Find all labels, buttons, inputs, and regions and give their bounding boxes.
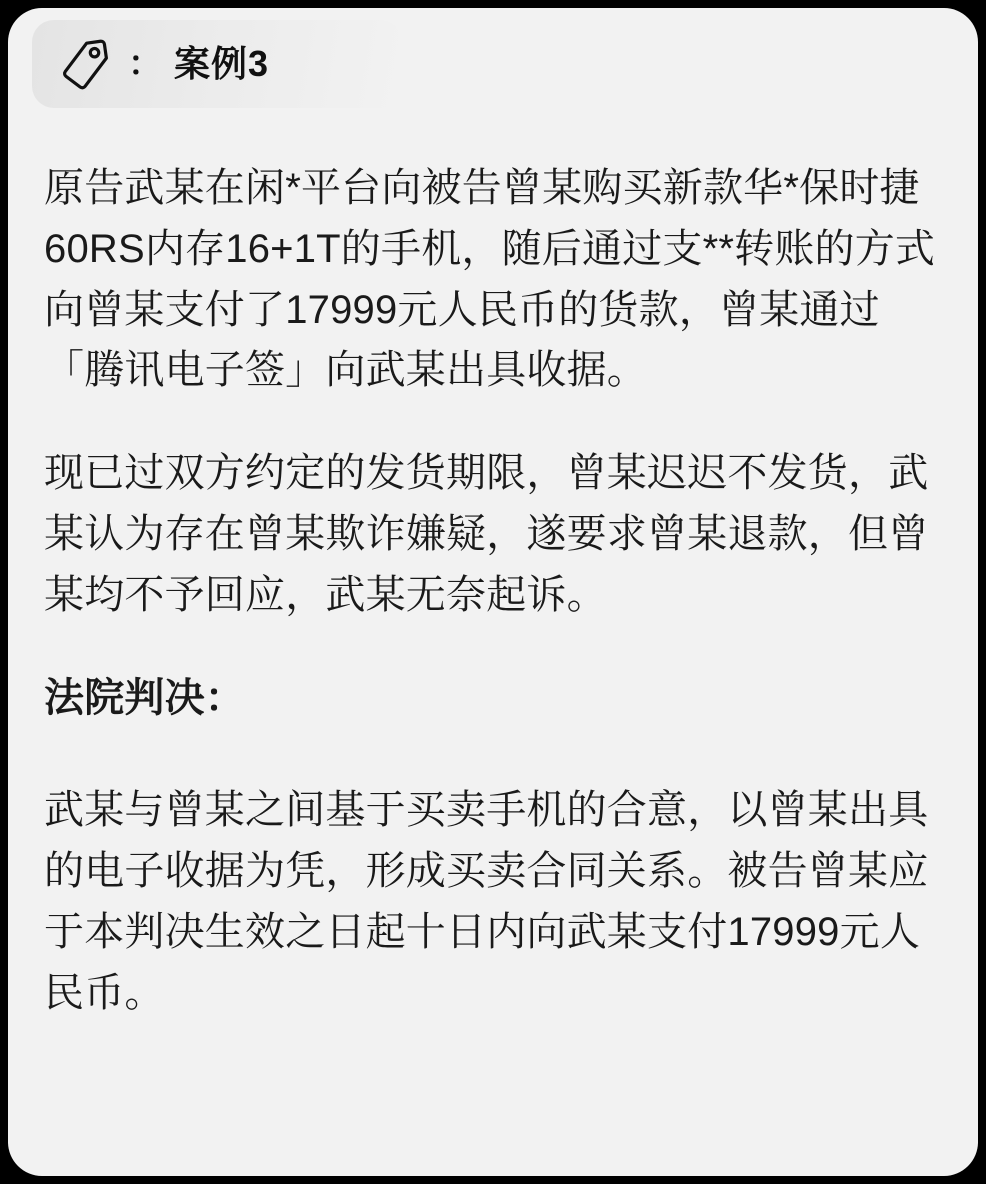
case-card <box>8 8 978 1176</box>
paragraph-verdict-heading: 法院判决： <box>44 675 245 720</box>
case-tag-chip <box>32 20 402 108</box>
tag-label: 案例3 <box>174 43 270 84</box>
case-body <box>44 158 950 1024</box>
paragraph-case-facts-2: 现已过双方约定的发货期限，曾某迟迟不发货，武某认为存在曾某欺诈嫌疑，遂要求曾某退款，但曾某均不予回应，武某无奈起诉。 <box>44 451 929 617</box>
paragraph-verdict-body: 武某与曾某之间基于买卖手机的合意，以曾某出具的电子收据为凭，形成买卖合同关系。被告曾某应于本判决生效之日起十日内向武某支付17999元人民币。 <box>44 788 929 1015</box>
tag-icon <box>60 38 112 90</box>
paragraph-case-facts-1: 原告武某在闲*平台向被告曾某购买新款华*保时捷60RS内存16+1T的手机，随后通过支**转账的方式向曾某支付了17999元人民币的货款，曾某通过「腾讯电子签」向武某出具收据。 <box>44 166 936 393</box>
tag-separator: ： <box>128 45 162 83</box>
